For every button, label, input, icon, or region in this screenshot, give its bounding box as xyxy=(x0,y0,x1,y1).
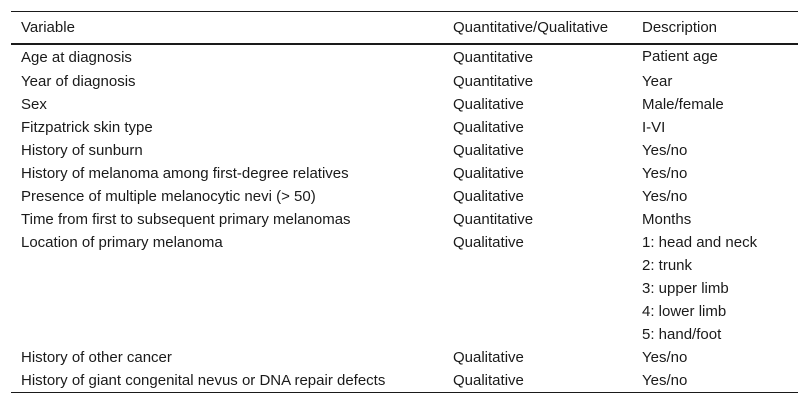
cell-type: Qualitative xyxy=(453,349,524,366)
description-line: Yes/no xyxy=(642,372,688,389)
description-line: Yes/no xyxy=(642,142,688,159)
cell-variable: History of sunburn xyxy=(21,142,143,159)
table-row xyxy=(11,369,798,393)
description-line: Year xyxy=(642,73,673,90)
cell-variable: Year of diagnosis xyxy=(21,73,136,90)
cell-description xyxy=(632,369,798,393)
header-row xyxy=(11,12,798,45)
cell-variable: History of giant congenital nevus or DNA repair defects xyxy=(21,372,386,389)
table-row xyxy=(11,116,798,139)
cell-type: Quantitative xyxy=(453,49,534,66)
cell-variable: Age at diagnosis xyxy=(21,49,132,66)
cell-type: Quantitative xyxy=(453,211,534,228)
table-body xyxy=(11,44,798,393)
cell-variable: History of melanoma among first-degree relatives xyxy=(21,165,349,182)
table-row xyxy=(11,346,798,369)
description-line: 4: lower limb xyxy=(642,303,727,320)
table-row xyxy=(11,231,798,346)
cell-type: Qualitative xyxy=(453,372,524,389)
cell-description xyxy=(632,139,798,162)
cell-type: Qualitative xyxy=(453,165,524,182)
cell-description xyxy=(632,44,798,70)
cell-type: Quantitative xyxy=(453,73,534,90)
variables-table xyxy=(11,11,798,393)
table-header xyxy=(11,12,798,45)
cell-variable: Sex xyxy=(21,96,47,113)
cell-description xyxy=(632,162,798,185)
description-line: Patient age xyxy=(642,48,718,65)
table-row xyxy=(11,93,798,116)
table-row xyxy=(11,185,798,208)
description-line: Male/female xyxy=(642,96,724,113)
cell-type: Qualitative xyxy=(453,188,524,205)
table-row xyxy=(11,208,798,231)
cell-type: Qualitative xyxy=(453,234,524,251)
description-line: I-VI xyxy=(642,119,666,136)
cell-variable: Time from first to subsequent primary melanomas xyxy=(21,211,351,228)
cell-type: Qualitative xyxy=(453,142,524,159)
cell-description xyxy=(632,93,798,116)
header-quantitative-qualitative: Quantitative/Qualitative xyxy=(453,19,609,36)
table-row xyxy=(11,162,798,185)
cell-type: Qualitative xyxy=(453,119,524,136)
cell-type: Qualitative xyxy=(453,96,524,113)
cell-variable: Location of primary melanoma xyxy=(21,234,223,251)
cell-description xyxy=(632,70,798,93)
cell-variable: Presence of multiple melanocytic nevi (> 50) xyxy=(21,188,316,205)
table-row xyxy=(11,70,798,93)
cell-description xyxy=(632,208,798,231)
variables-table-container xyxy=(11,11,798,393)
description-line: Yes/no xyxy=(642,188,688,205)
cell-variable: History of other cancer xyxy=(21,349,172,366)
description-line: 5: hand/foot xyxy=(642,326,722,343)
cell-variable: Fitzpatrick skin type xyxy=(21,119,153,136)
cell-description xyxy=(632,231,798,346)
table-row xyxy=(11,139,798,162)
description-line: 3: upper limb xyxy=(642,280,729,297)
description-line: 2: trunk xyxy=(642,257,693,274)
header-variable: Variable xyxy=(21,19,75,36)
cell-description xyxy=(632,185,798,208)
description-line: Months xyxy=(642,211,692,228)
table-row xyxy=(11,44,798,70)
description-line: Yes/no xyxy=(642,165,688,182)
header-description: Description xyxy=(642,19,718,36)
description-line: Yes/no xyxy=(642,349,688,366)
cell-description xyxy=(632,346,798,369)
description-line: 1: head and neck xyxy=(642,234,758,251)
cell-description xyxy=(632,116,798,139)
